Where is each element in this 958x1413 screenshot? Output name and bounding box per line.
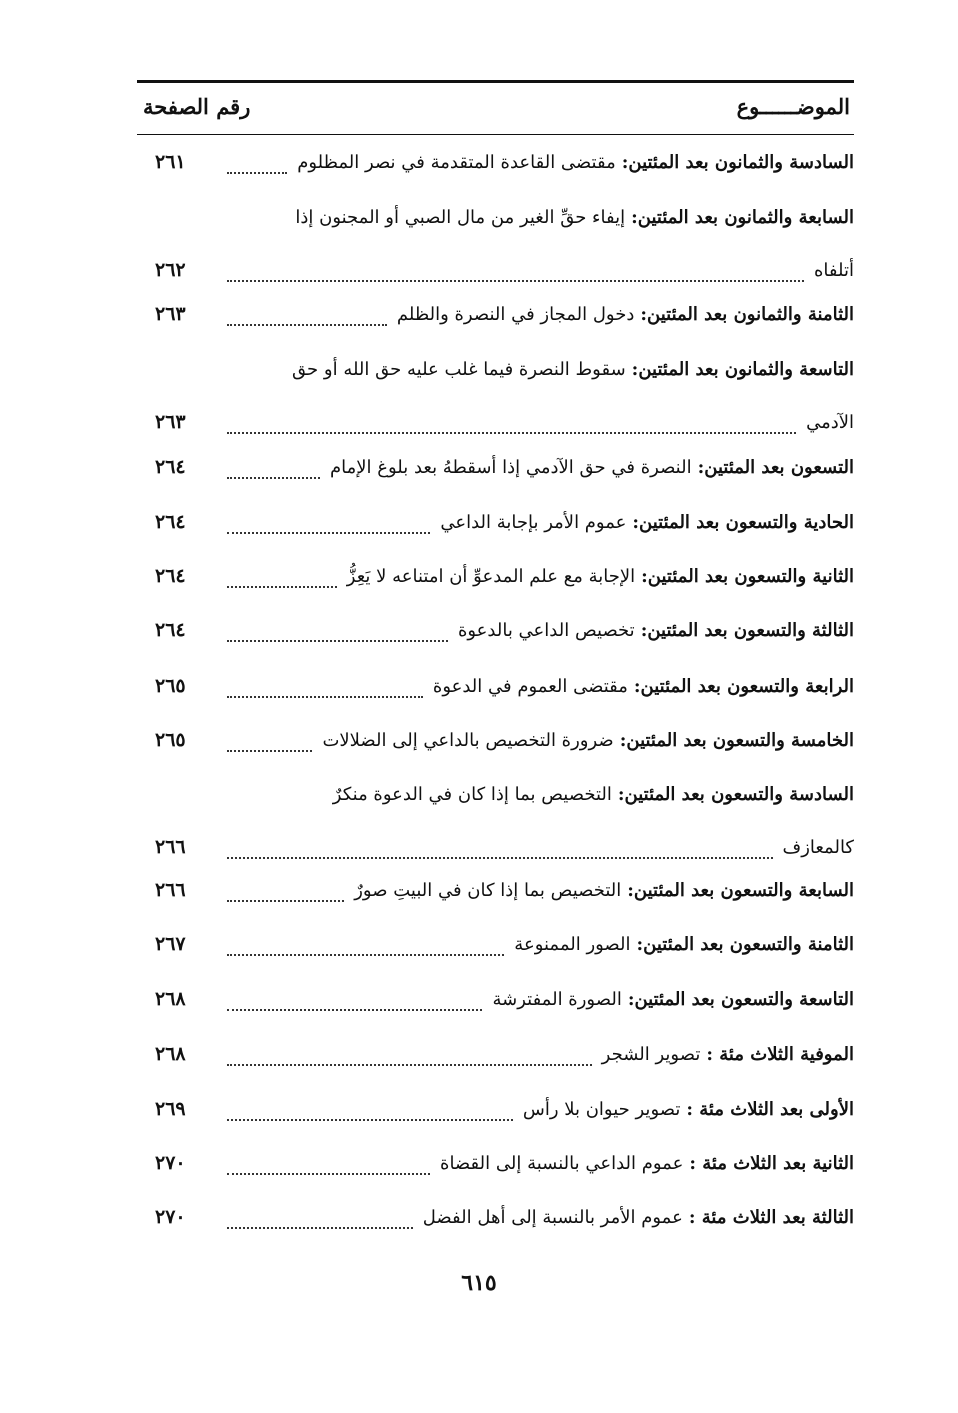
entry-topic-continuation: أتلفاه [814, 259, 854, 281]
entry-ordinal: الثانية بعد الثلاث مئة : [689, 1152, 854, 1174]
entry-ordinal: الثانية والتسعون بعد المئتين: [641, 565, 854, 587]
toc-entry [137, 445, 854, 489]
dot-leader [227, 576, 337, 588]
entry-topic: النصرة في حق الآدمي إذا أسقطهُ بعد بلوغ الإمام [329, 456, 692, 478]
dot-leader [227, 422, 796, 434]
dot-leader [227, 314, 387, 326]
entry-ordinal: التاسعة والتسعون بعد المئتين: [627, 988, 854, 1010]
entry-ordinal: الثالثة بعد الثلاث مئة : [688, 1206, 854, 1228]
toc-entry [137, 140, 854, 184]
toc-entry [137, 1087, 854, 1131]
entry-ordinal: السادسة والثمانون بعد المئتين: [621, 151, 854, 173]
entry-page-number: ٢٦١ [155, 151, 186, 173]
entry-ordinal: الحادية والتسعون بعد المئتين: [632, 511, 854, 533]
dot-leader [227, 162, 287, 174]
entry-topic: عموم الأمر بإجابة الداعي [440, 511, 627, 533]
toc-entry [137, 1032, 854, 1076]
toc-entry [137, 1195, 854, 1239]
entry-ordinal: السابعة والثمانون بعد المئتين: [631, 206, 854, 228]
entry-page-number: ٢٦٨ [155, 1043, 186, 1065]
dot-leader [227, 1217, 413, 1229]
entry-page-number: ٢٦٦ [155, 836, 186, 858]
toc-entry [137, 1141, 854, 1185]
entry-ordinal: التاسعة والثمانون بعد المئتين: [631, 358, 854, 380]
dot-leader [227, 1163, 430, 1175]
toc-entry [137, 292, 854, 336]
dot-leader [227, 270, 804, 282]
entry-topic: تصوير حيوان بلا رأس [522, 1098, 681, 1120]
entry-ordinal: الأولى بعد الثلاث مئة : [686, 1098, 854, 1120]
entry-ordinal: الثالثة والتسعون بعد المئتين: [640, 619, 854, 641]
toc-entry [137, 718, 854, 762]
entry-topic-continuation: كالمعازف [782, 836, 854, 858]
entry-topic: سقوط النصرة فيما غلب عليه حق الله أو حق [292, 358, 626, 380]
dot-leader [227, 522, 430, 534]
entry-ordinal: السادسة والتسعون بعد المئتين: [617, 783, 854, 805]
toc-entry [137, 195, 854, 292]
toc-entry [137, 500, 854, 544]
entry-page-number: ٢٦٥ [155, 729, 186, 751]
entry-topic: إيفاء حقِّ الغير من مال الصبي أو المجنون إذا [295, 206, 626, 228]
toc-entry [137, 772, 854, 869]
dot-leader [227, 630, 448, 642]
dot-leader [227, 999, 482, 1011]
entry-page-number: ٢٦٤ [155, 619, 186, 641]
entry-topic: عموم الأمر بالنسبة إلى أهل الفضل [422, 1206, 683, 1228]
entry-page-number: ٢٦٣ [155, 411, 186, 433]
dot-leader [227, 1109, 513, 1121]
entry-ordinal: الرابعة والتسعون بعد المئتين: [633, 675, 854, 697]
entry-topic: مقتضى القاعدة المتقدمة في نصر المظلوم [297, 151, 616, 173]
entry-topic-continuation: الآدمي [806, 411, 854, 433]
toc-entry [137, 977, 854, 1021]
entry-topic: الصورة المفترشة [492, 988, 622, 1010]
toc-entry [137, 608, 854, 652]
entry-topic: تخصيص الداعي بالدعوة [457, 619, 635, 641]
entry-page-number: ٢٦٣ [155, 303, 186, 325]
dot-leader [227, 740, 312, 752]
entry-page-number: ٢٦٨ [155, 988, 186, 1010]
dot-leader [227, 890, 344, 902]
entry-page-number: ٢٦٤ [155, 565, 186, 587]
entry-topic: الصور الممنوعة [514, 933, 631, 955]
entry-ordinal: التسعون بعد المئتين: [697, 456, 854, 478]
entry-ordinal: الثامنة والتسعون بعد المئتين: [636, 933, 854, 955]
toc-entry [137, 868, 854, 912]
dot-leader [227, 467, 320, 479]
entry-topic: دخول المجاز في النصرة والظلم [396, 303, 635, 325]
dot-leader [227, 1054, 592, 1066]
entry-page-number: ٢٦٤ [155, 456, 186, 478]
entry-ordinal: الموفية الثلاث مئة : [706, 1043, 854, 1065]
toc-entry [137, 554, 854, 598]
entry-ordinal: الثامنة والثمانون بعد المئتين: [640, 303, 854, 325]
toc-entry [137, 664, 854, 708]
entry-topic: عموم الداعي بالنسبة إلى القضاة [440, 1152, 684, 1174]
dot-leader [227, 686, 423, 698]
entry-topic: مقتضى العموم في الدعوة [432, 675, 628, 697]
entry-topic: التخصيص بما إذا كان في الدعوة منكرٌ [332, 783, 612, 805]
entry-ordinal: الخامسة والتسعون بعد المئتين: [619, 729, 854, 751]
entry-topic: ضرورة التخصيص بالداعي إلى الضلالات [322, 729, 614, 751]
page-column-header: رقم الصفحة [143, 94, 251, 119]
entry-topic: تصوير الشجر [601, 1043, 701, 1065]
entry-page-number: ٢٦٧ [155, 933, 186, 955]
page-number: ٦١٥ [461, 1270, 497, 1296]
contents-list [137, 0, 854, 1413]
entry-page-number: ٢٦٩ [155, 1098, 186, 1120]
entry-page-number: ٢٦٢ [155, 259, 186, 281]
dot-leader [227, 847, 773, 859]
entry-topic: التخصيص بما إذا كان في البيتِ صورٌ [354, 879, 622, 901]
entry-page-number: ٢٧٠ [155, 1206, 186, 1228]
toc-entry [137, 922, 854, 966]
entry-topic: الإجابة مع علم المدعوِّ أن امتناعه لا يَعِزُّ [346, 565, 636, 587]
dot-leader [227, 944, 504, 956]
entry-page-number: ٢٦٦ [155, 879, 186, 901]
topic-column-header: الموضــــــوع [736, 94, 850, 119]
entry-page-number: ٢٧٠ [155, 1152, 186, 1174]
entry-page-number: ٢٦٤ [155, 511, 186, 533]
toc-entry [137, 347, 854, 444]
entry-ordinal: السابعة والتسعون بعد المئتين: [627, 879, 854, 901]
entry-page-number: ٢٦٥ [155, 675, 186, 697]
